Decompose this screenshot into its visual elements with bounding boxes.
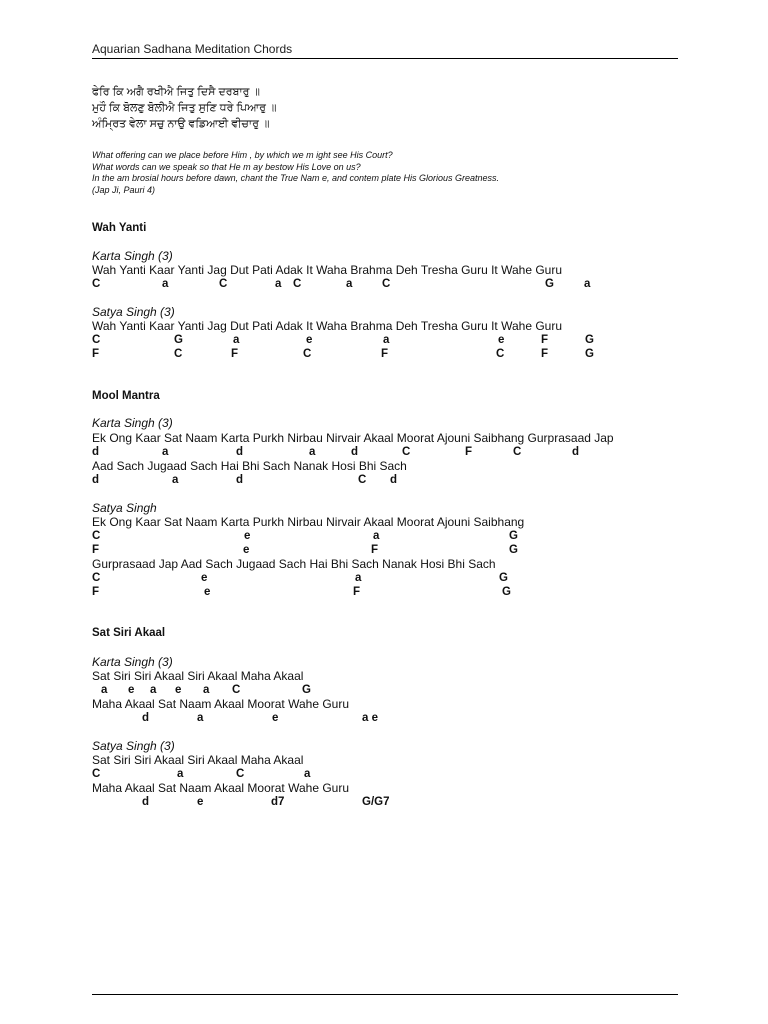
chord: e xyxy=(498,334,505,346)
chord: e xyxy=(306,334,313,346)
chord-row xyxy=(0,473,768,487)
chord: C xyxy=(293,278,302,290)
lyric-line: Maha Akaal Sat Naam Akaal Moorat Wahe Guru xyxy=(92,697,350,711)
chord: F xyxy=(381,348,389,360)
chord: a xyxy=(101,684,108,696)
chord: C xyxy=(92,334,101,346)
header-rule xyxy=(92,58,678,59)
chord: G xyxy=(509,530,518,542)
chord-row xyxy=(0,333,768,347)
lyric-line: Ek Ong Kaar Sat Naam Karta Purkh Nirbau Nirvair Akaal Moorat Ajouni Saibhang Gurprasaad Jap xyxy=(92,431,614,445)
chord-row xyxy=(0,571,768,585)
chord: C xyxy=(92,572,101,584)
chord: e xyxy=(175,684,182,696)
chord: F xyxy=(92,348,100,360)
chord: F xyxy=(353,586,361,598)
chord-row xyxy=(0,347,768,361)
chord: a xyxy=(584,278,591,290)
chord: d xyxy=(390,474,398,486)
chord: d7 xyxy=(271,796,285,808)
lyric-line: Aad Sach Jugaad Sach Hai Bhi Sach Nanak Hosi Bhi Sach xyxy=(92,459,407,473)
chord: F xyxy=(231,348,239,360)
chord: d xyxy=(236,474,244,486)
chord: C xyxy=(92,530,101,542)
translation-line: What offering can we place before Him , by which we m ight see His Court? xyxy=(92,150,393,160)
chord: G xyxy=(509,544,518,556)
lyric-line: Wah Yanti Kaar Yanti Jag Dut Pati Adak It Waha Brahma Deh Tresha Guru It Wahe Guru xyxy=(92,319,563,333)
chord: d xyxy=(351,446,359,458)
chord: C xyxy=(496,348,505,360)
chord: G xyxy=(499,572,508,584)
singer-label: Satya Singh xyxy=(92,501,157,515)
singer-label: Karta Singh (3) xyxy=(92,416,173,430)
chord: a xyxy=(275,278,282,290)
translation-line: In the am brosial hours before dawn, chant the True Nam e, and contem plate His Glorious Greatness. xyxy=(92,173,500,183)
chord: e xyxy=(244,530,251,542)
singer-label: Satya Singh (3) xyxy=(92,305,175,319)
chord: e xyxy=(128,684,135,696)
chord: C xyxy=(236,768,245,780)
chord: d xyxy=(92,446,100,458)
chord-row xyxy=(0,711,768,725)
chord: F xyxy=(92,586,100,598)
chord: C xyxy=(303,348,312,360)
chord: G xyxy=(585,348,594,360)
translation-line: (Jap Ji, Pauri 4) xyxy=(92,184,156,195)
chord-row xyxy=(0,795,768,809)
chord: d xyxy=(142,712,150,724)
chord: a xyxy=(233,334,240,346)
chord-row xyxy=(0,529,768,543)
chord: a xyxy=(203,684,210,696)
chord: C xyxy=(402,446,411,458)
chord: a xyxy=(197,712,204,724)
chord: a xyxy=(355,572,362,584)
singer-label: Satya Singh (3) xyxy=(92,739,175,753)
chord: a xyxy=(150,684,157,696)
chord: e xyxy=(201,572,208,584)
gurmukhi-line: ਮੁਹੌ ਕਿ ਬੋਲਣੁ ਬੋਲੀਐ ਜਿਤੁ ਸੁਣਿ ਧਰੇ ਪਿਆਰੁ ॥ xyxy=(92,102,277,114)
page-header-title: Aquarian Sadhana Meditation Chords xyxy=(92,42,293,56)
chord: a xyxy=(373,530,380,542)
chord: e xyxy=(272,712,279,724)
chord: C xyxy=(513,446,522,458)
chord: d xyxy=(236,446,244,458)
chord-row xyxy=(0,767,768,781)
chord: G/G7 xyxy=(362,796,390,808)
chord: e xyxy=(204,586,211,598)
lyric-line: Wah Yanti Kaar Yanti Jag Dut Pati Adak It Waha Brahma Deh Tresha Guru It Wahe Guru xyxy=(92,263,563,277)
chord: a xyxy=(346,278,353,290)
translation-line: What words can we speak so that He m ay bestow His Love on us? xyxy=(92,161,361,172)
chord-row xyxy=(0,683,768,697)
chord: G xyxy=(585,334,594,346)
chord-row xyxy=(0,585,768,599)
singer-label: Karta Singh (3) xyxy=(92,249,173,263)
chord: a xyxy=(304,768,311,780)
chord: C xyxy=(92,768,101,780)
chord: C xyxy=(219,278,228,290)
chord: C xyxy=(232,684,241,696)
chord: a xyxy=(162,446,169,458)
lyric-line: Sat Siri Siri Akaal Siri Akaal Maha Akaal xyxy=(92,753,304,767)
lyric-line: Sat Siri Siri Akaal Siri Akaal Maha Akaal xyxy=(92,669,304,683)
chord: e xyxy=(197,796,204,808)
chord: F xyxy=(541,348,549,360)
chord-row xyxy=(0,543,768,557)
chord: F xyxy=(371,544,379,556)
chord-row xyxy=(0,445,768,459)
chord: a xyxy=(309,446,316,458)
gurmukhi-verse xyxy=(92,84,276,132)
chord: d xyxy=(92,474,100,486)
chord: C xyxy=(174,348,183,360)
chord: a e xyxy=(362,712,378,724)
lyric-line: Ek Ong Kaar Sat Naam Karta Purkh Nirbau Nirvair Akaal Moorat Ajouni Saibhang xyxy=(92,515,525,529)
chord: a xyxy=(383,334,390,346)
chord: e xyxy=(243,544,250,556)
chord: G xyxy=(502,586,511,598)
footer-rule xyxy=(92,994,678,995)
chord: F xyxy=(465,446,473,458)
singer-label: Karta Singh (3) xyxy=(92,655,173,669)
chord: G xyxy=(174,334,183,346)
gurmukhi-line: ਫੇਰਿ ਕਿ ਅਗੈ ਰਖੀਐ ਜਿਤੁ ਦਿਸੈ ਦਰਬਾਰੁ ॥ xyxy=(92,86,260,98)
chord: d xyxy=(572,446,580,458)
section-title-sat-siri-akaal: Sat Siri Akaal xyxy=(92,627,166,639)
lyric-line: Gurprasaad Jap Aad Sach Jugaad Sach Hai Bhi Sach Nanak Hosi Bhi Sach xyxy=(92,557,496,571)
section-title-mool-mantra: Mool Mantra xyxy=(92,390,160,402)
chord: F xyxy=(92,544,100,556)
chord: G xyxy=(545,278,554,290)
chord: C xyxy=(358,474,367,486)
chord: a xyxy=(172,474,179,486)
chord: a xyxy=(162,278,169,290)
section-title-wah-yanti: Wah Yanti xyxy=(92,222,147,234)
chord: d xyxy=(142,796,150,808)
chord-row xyxy=(0,277,768,291)
chord: G xyxy=(302,684,311,696)
english-translation xyxy=(92,150,499,196)
gurmukhi-line: ਅੰਮ੍ਰਿਤ ਵੇਲਾ ਸਚੁ ਨਾਉ ਵਡਿਆਈ ਵੀਚਾਰੁ ॥ xyxy=(92,118,270,130)
chord: C xyxy=(92,278,101,290)
chord: C xyxy=(382,278,391,290)
chord: a xyxy=(177,768,184,780)
lyric-line: Maha Akaal Sat Naam Akaal Moorat Wahe Guru xyxy=(92,781,350,795)
chord: F xyxy=(541,334,549,346)
